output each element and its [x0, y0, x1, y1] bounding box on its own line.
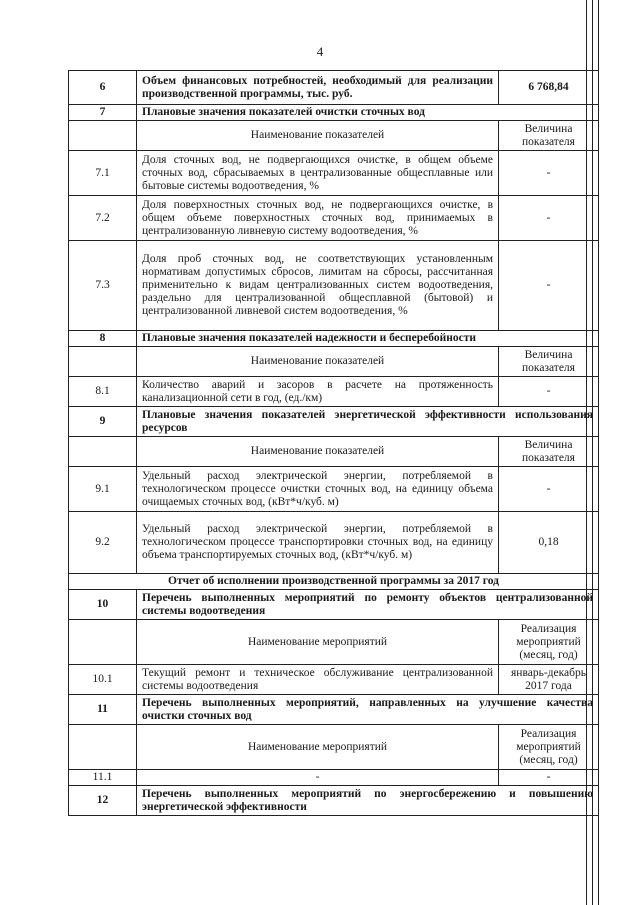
table-row	[69, 196, 599, 241]
header-row	[69, 725, 599, 770]
row-number: 7	[69, 105, 137, 121]
section-title: Плановые значения показателей надежности и бесперебойности	[137, 331, 599, 347]
column-header: Величина показателя	[499, 121, 599, 151]
row-number: 10	[69, 590, 137, 620]
row-text: Доля проб сточных вод, не соответствующих установленным нормативам допустимых сбросов, лимитам на сбросы, рассчитанная применительно к видам централизованных систем водоотведения, раздельно для централизованной общесплавной (бытовой) и централизованной ливневой систем водоотведения, %	[137, 241, 499, 331]
table-row	[69, 377, 599, 407]
row-number: 8	[69, 331, 137, 347]
page-number: 4	[316, 44, 324, 59]
row-number: 7.3	[69, 241, 137, 331]
table-row	[69, 512, 599, 574]
report-title: Отчет об исполнении производственной программы за 2017 год	[69, 574, 599, 590]
row-value: 6 768,84	[499, 71, 599, 105]
column-header: Наименование показателей	[137, 347, 499, 377]
column-header: Наименование мероприятий	[137, 620, 499, 665]
row-text: Текущий ремонт и техническое обслуживание централизованной системы водоотведения	[137, 665, 499, 695]
section-row	[69, 407, 599, 437]
row-value: январь-декабрь 2017 года	[499, 665, 599, 695]
row-text: Доля сточных вод, не подвергающихся очистке, в общем объеме сточных вод, сбрасываемых в централизованные общесплавные или бытовые системы водоотведения, %	[137, 151, 499, 196]
row-number: 9.2	[69, 512, 137, 574]
column-header: Величина показателя	[499, 437, 599, 467]
row-value: -	[499, 467, 599, 512]
column-header: Величина показателя	[499, 347, 599, 377]
row-number: 9.1	[69, 467, 137, 512]
column-header: Наименование показателей	[137, 121, 499, 151]
section-title: Перечень выполненных мероприятий, направленных на улучшение качества очистки сточных вод	[137, 695, 599, 725]
table-row	[69, 71, 599, 105]
column-header: Реализация мероприятий (месяц, год)	[499, 725, 599, 770]
row-number: 9	[69, 407, 137, 437]
table-row	[69, 770, 599, 786]
section-row	[69, 786, 599, 816]
row-text: Удельный расход электрической энергии, потребляемой в технологическом процессе очистки сточных вод, на единицу объема очищаемых сточных вод, (кВт*ч/куб. м)	[137, 467, 499, 512]
section-title: Перечень выполненных мероприятий по энергосбережению и повышению энергетической эффективности	[137, 786, 599, 816]
row-number: 12	[69, 786, 137, 816]
row-value: -	[499, 770, 599, 786]
row-text: Объем финансовых потребностей, необходимый для реализации производственной программы, тыс. руб.	[137, 71, 499, 105]
row-value: -	[499, 196, 599, 241]
row-number: 7.2	[69, 196, 137, 241]
row-value: -	[499, 377, 599, 407]
row-value: -	[499, 241, 599, 331]
column-header: Наименование показателей	[137, 437, 499, 467]
header-row	[69, 121, 599, 151]
empty-cell	[69, 347, 137, 377]
row-value: 0,18	[499, 512, 599, 574]
report-title-row	[69, 574, 599, 590]
row-text: -	[137, 770, 499, 786]
row-text: Удельный расход электрической энергии, потребляемой в технологическом процессе транспортировки сточных вод, на единицу объема транспортируемых сточных вод, (кВт*ч/куб. м)	[137, 512, 499, 574]
header-row	[69, 347, 599, 377]
table-row	[69, 665, 599, 695]
section-title: Плановые значения показателей энергетической эффективности использования ресурсов	[137, 407, 599, 437]
row-text: Доля поверхностных сточных вод, не подвергающихся очистке, в общем объеме поверхностных сточных вод, принимаемых в централизованную ливневую систему водоотведения, %	[137, 196, 499, 241]
row-number: 10.1	[69, 665, 137, 695]
empty-cell	[69, 620, 137, 665]
table-row	[69, 151, 599, 196]
row-value: -	[499, 151, 599, 196]
header-row	[69, 437, 599, 467]
empty-cell	[69, 437, 137, 467]
section-title: Плановые значения показателей очистки сточных вод	[137, 105, 599, 121]
section-row	[69, 331, 599, 347]
section-row	[69, 695, 599, 725]
column-header: Реализация мероприятий (месяц, год)	[499, 620, 599, 665]
program-table	[68, 70, 599, 816]
table-row	[69, 467, 599, 512]
section-title: Перечень выполненных мероприятий по ремонту объектов централизованной системы водоотведения	[137, 590, 599, 620]
row-number: 6	[69, 71, 137, 105]
row-number: 7.1	[69, 151, 137, 196]
table-row	[69, 241, 599, 331]
column-header: Наименование мероприятий	[137, 725, 499, 770]
section-row	[69, 590, 599, 620]
header-row	[69, 620, 599, 665]
row-number: 8.1	[69, 377, 137, 407]
empty-cell	[69, 725, 137, 770]
empty-cell	[69, 121, 137, 151]
row-number: 11	[69, 695, 137, 725]
row-number: 11.1	[69, 770, 137, 786]
row-text: Количество аварий и засоров в расчете на протяженность канализационной сети в год, (ед./км)	[137, 377, 499, 407]
section-row	[69, 105, 599, 121]
